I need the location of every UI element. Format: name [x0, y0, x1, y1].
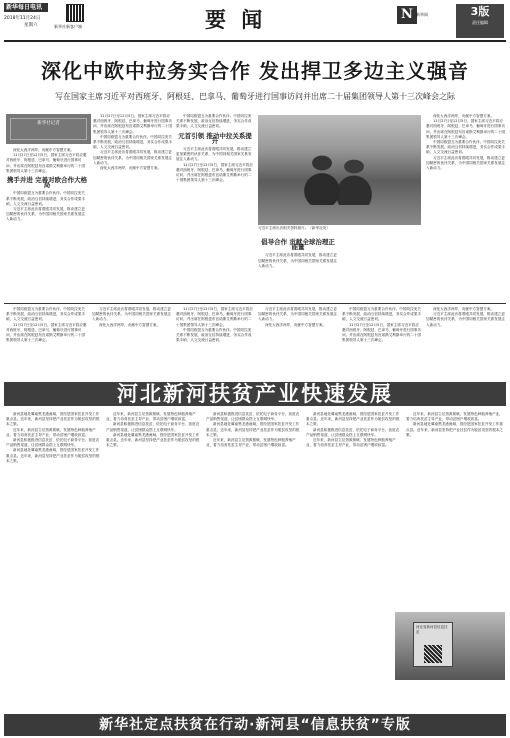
top-rule [4, 40, 506, 42]
article-paragraph: 11月27日至12月5日，国家主席习近平将应邀对西班牙、阿根廷、巴拿马、葡萄牙进行国事访问，并出席在阿根廷布宜诺斯艾利斯举行的二十国集团领导人第十三次峰会。 [176, 162, 253, 183]
article-column-1 [6, 148, 88, 298]
article-paragraph: 中国同欧盟互为重要合作伙伴。中国同拉美关系不断发展，政治互信持续增进，务实合作成果丰硕，人文交流日益密切。 [6, 307, 86, 322]
article-paragraph: 11月27日至12月5日，国家主席习近平将应邀对西班牙、阿根廷、巴拿马、葡萄牙进行国事访问，并出席在阿根廷布宜诺斯艾利斯举行的二十国集团领导人第十三次峰会。 [426, 119, 506, 139]
feature-paragraph: 新河县地处冀南黑龙港流域，曾经是国家扶贫开发工作重点县。近年来，新河县坚持把产业扶贫作为脱贫攻坚的根本之策。 [106, 432, 200, 448]
article-paragraph: 深化大西洋两岸，贡献中方智慧方案。 [100, 166, 162, 171]
byline: 新华社记者 [10, 118, 87, 140]
feature-paragraph: 近年来，新河县立足资源禀赋，发展特色种植养殖产业，着力培育扶贫主导产业，带动贫困户增收致富。 [6, 427, 96, 437]
feature-paragraph: 新河县地处冀南黑龙港流域，曾经是国家扶贫开发工作重点县。近年来，新河县坚持把产业扶贫作为脱贫攻坚的根本之策。 [6, 448, 100, 463]
article-photo [258, 115, 421, 225]
article-paragraph: 中国同欧盟互为重要合作伙伴。中国同拉美关系不断发展，政治互信持续增进，务实合作成果丰硕，人文交流日益密切。 [93, 134, 173, 150]
article-paragraph: 深化大西洋两岸，贡献中方智慧方案。 [265, 322, 327, 327]
article-paragraph: 深化大西洋两岸，贡献中方智慧方案。 [13, 148, 75, 152]
article-paragraph: 深化大西洋两岸，贡献中方智慧方案。 [99, 322, 161, 327]
feature-paragraph: 近年来，新河县立足资源禀赋，发展特色种植养殖产业，着力培育扶贫主导产业，带动贫困户增收致富。 [106, 412, 196, 422]
main-headline: 深化中欧中拉务实合作 发出捍卫多边主义强音 [41, 59, 469, 83]
article-paragraph: 中国同欧盟互为重要合作伙伴。中国同拉美关系不断发展，政治互信持续增进，务实合作成果丰硕，人文交流日益密切。 [176, 114, 252, 129]
feature-column-4 [306, 412, 402, 710]
feature-photo-sign: 河北省新河县信息扶贫 [413, 622, 453, 667]
feature-paragraph: 新河县地处冀南黑龙港流域，曾经是国家扶贫开发工作重点县。近年来，新河县坚持把产业扶贫作为脱贫攻坚的根本之策。 [406, 422, 504, 437]
continued-column-4 [258, 307, 338, 379]
article-paragraph: 11月27日至12月5日，国家主席习近平将应邀对西班牙、阿根廷、巴拿马、葡萄牙进行国事访问，并出席在阿根廷布宜诺斯艾利斯举行的二十国集团领导人第十三次峰会。 [342, 322, 422, 343]
paper-info [4, 3, 48, 39]
photo-caption: 习近平主席出访相关资料照片。（新华社发） [258, 226, 330, 230]
feature-paragraph: 近年来，新河县立足资源禀赋，发展特色种植养殖产业，着力培育扶贫主导产业，带动贫困户增收致富。 [206, 438, 296, 448]
footer-title: 新华社定点扶贫在行动·新河县“信息扶贫”专版 [99, 717, 411, 733]
feature-paragraph: 新河县地处冀南黑龙港流域，曾经是国家扶贫开发工作重点县。近年来，新河县坚持把产业扶贫作为脱贫攻坚的根本之策。 [206, 422, 300, 437]
page-editor: 责任编辑 [472, 20, 488, 25]
continued-column-6 [426, 307, 506, 379]
feature-paragraph: 近年来，新河县立足资源禀赋，发展特色种植养殖产业，着力培育扶贫主导产业，带动贫困户增收致富。 [406, 412, 503, 422]
article-paragraph: 习近平主席此访将着眼共同发展，推动建立更加紧密的伙伴关系，为中国同相关国家关系发展注入新动力。 [6, 207, 86, 222]
qr-code-icon [66, 4, 84, 22]
article-paragraph: 深化大西洋两岸，贡献中方智慧方案。 [433, 114, 495, 118]
feature-column-1 [6, 412, 102, 710]
article-paragraph: 中国同欧盟互为重要合作伙伴。中国同拉美关系不断发展，政治互信持续增进，务实合作成果丰硕，人文交流日益密切。 [426, 140, 506, 155]
feature-banner [4, 382, 506, 406]
section-title: 要 闻 [205, 7, 267, 32]
article-paragraph: 习近平主席此访将着眼共同发展，推动建立更加紧密的伙伴关系，为中国同相关国家关系发展注入新动力。 [176, 147, 252, 162]
article-paragraph: 习近平主席此访将着眼共同发展，推动建立更加紧密的伙伴关系，为中国同相关国家关系发展注入新动力。 [92, 307, 172, 322]
article-paragraph: 11月27日至12月5日，国家主席习近平将应邀对西班牙、阿根廷、巴拿马、葡萄牙进行国事访问，并出席在阿根廷布宜诺斯艾利斯举行的二十国集团领导人第十三次峰会。 [6, 153, 87, 173]
page-number: 3版 [470, 5, 490, 18]
article-column-4 [258, 236, 338, 298]
article-paragraph: 习近平主席此访将着眼共同发展，推动建立更加紧密的伙伴关系，为中国同相关国家关系发展注入新动力。 [426, 155, 506, 171]
feature-paragraph: 新河县积极推进信息扶贫，依托电子商务平台，拓宽农产品销售渠道，让贫困群众搭上互联网快车。 [306, 427, 400, 437]
issue-date: 2018年11月24日 [4, 16, 41, 21]
article-paragraph: 11月27日至12月5日，国家主席习近平将应邀对西班牙、阿根廷、巴拿马、葡萄牙进行国事访问，并出席在阿根廷布宜诺斯艾利斯举行的二十国集团领导人第十三次峰会。 [176, 307, 253, 327]
feature-paragraph: 近年来，新河县立足资源禀赋，发展特色种植养殖产业，着力培育扶贫主导产业，带动贫困户增收致富。 [306, 438, 396, 448]
continued-column-2 [92, 307, 172, 379]
feature-paragraph: 新河县地处冀南黑龙港流域，曾经是国家扶贫开发工作重点县。近年来，新河县坚持把产业扶贫作为脱贫攻坚的根本之策。 [306, 412, 400, 427]
xinhua-logo-icon: N [397, 6, 417, 24]
article-paragraph: 习近平主席此访将着眼共同发展，推动建立更加紧密的伙伴关系，为中国同相关国家关系发展注入新动力。 [93, 150, 173, 165]
article-paragraph: 中国同欧盟互为重要合作伙伴。中国同拉美关系不断发展，政治互信持续增进，务实合作成果丰硕，人文交流日益密切。 [176, 327, 252, 343]
article-paragraph: 11月27日至12月5日，国家主席习近平将应邀对西班牙、阿根廷、巴拿马、葡萄牙进行国事访问，并出席在阿根廷布宜诺斯艾利斯举行的二十国集团领导人第十三次峰会。 [93, 114, 173, 134]
continued-column-1 [6, 307, 88, 379]
feature-title: 河北新河扶贫产业快速发展 [117, 381, 393, 406]
feature-paragraph: 新河县积极推进信息扶贫，依托电子商务平台，拓宽农产品销售渠道，让贫困群众搭上互联网快车。 [106, 422, 200, 432]
article-subheading: 元首引领 推动中拉关系提升 [178, 131, 252, 145]
main-subhead: 写在国家主席习近平对西班牙、阿根廷、巴拿马、葡萄牙进行国事访问并出席二十届集团领导人第十三次峰会之际 [55, 92, 455, 101]
page-badge [456, 4, 504, 38]
article-subheading: 倡导合作 贡献全球治理正能量 [261, 238, 335, 252]
feature-column-5 [406, 412, 504, 608]
continued-column-5 [342, 307, 422, 379]
article-paragraph: 习近平主席此访将着眼共同发展，推动建立更加紧密的伙伴关系，为中国同相关国家关系发展注入新动力。 [258, 307, 338, 322]
article-paragraph: 深化大西洋两岸，贡献中方智慧方案。 [433, 307, 495, 311]
feature-paragraph: 新河县地处冀南黑龙港流域，曾经是国家扶贫开发工作重点县。近年来，新河县坚持把产业扶贫作为脱贫攻坚的根本之策。 [6, 412, 100, 427]
photo-figures [298, 135, 378, 205]
article-paragraph: 中国同欧盟互为重要合作伙伴。中国同拉美关系不断发展，政治互信持续增进，务实合作成果丰硕，人文交流日益密切。 [342, 307, 422, 322]
paper-name: 新华每日电讯 [4, 3, 48, 12]
article-column-5 [426, 114, 506, 298]
issue-weekday: 星期六 [24, 23, 38, 28]
article-paragraph: 11月27日至12月5日，国家主席习近平将应邀对西班牙、阿根廷、巴拿马、葡萄牙进行国事访问，并出席在阿根廷布宜诺斯艾利斯举行的二十国集团领导人第十三次峰会。 [6, 322, 87, 343]
article-paragraph: 习近平主席此访将着眼共同发展，推动建立更加紧密的伙伴关系，为中国同相关国家关系发展注入新动力。 [258, 253, 338, 268]
feature-paragraph: 新河县积极推进信息扶贫，依托电子商务平台，拓宽农产品销售渠道，让贫困群众搭上互联网快车。 [6, 438, 100, 448]
article-paragraph: 中国同欧盟互为重要合作伙伴。中国同拉美关系不断发展，政治互信持续增进，务实合作成果丰硕，人文交流日益密切。 [6, 191, 86, 206]
article-column-3 [176, 114, 254, 298]
masthead [4, 3, 506, 39]
article-subheading: 携手并进 完善对欧合作大格局 [6, 176, 88, 190]
article-paragraph: 习近平主席此访将着眼共同发展，推动建立更加紧密的伙伴关系，为中国同相关国家关系发展注入新动力。 [426, 312, 506, 327]
continued-column-3 [176, 307, 254, 379]
mid-divider [4, 303, 506, 304]
byline-box [6, 114, 91, 144]
article-column-2 [93, 114, 173, 298]
qr-caption: 新华社新客户端 [54, 24, 82, 29]
footer-banner [4, 714, 506, 736]
feature-paragraph: 新河县积极推进信息扶贫，依托电子商务平台，拓宽农产品销售渠道，让贫困群众搭上互联网快车。 [206, 412, 300, 422]
feature-column-3 [206, 412, 302, 710]
feature-column-2 [106, 412, 202, 710]
logo-subtitle: 新华网 [416, 12, 428, 17]
feature-photo [395, 612, 505, 680]
